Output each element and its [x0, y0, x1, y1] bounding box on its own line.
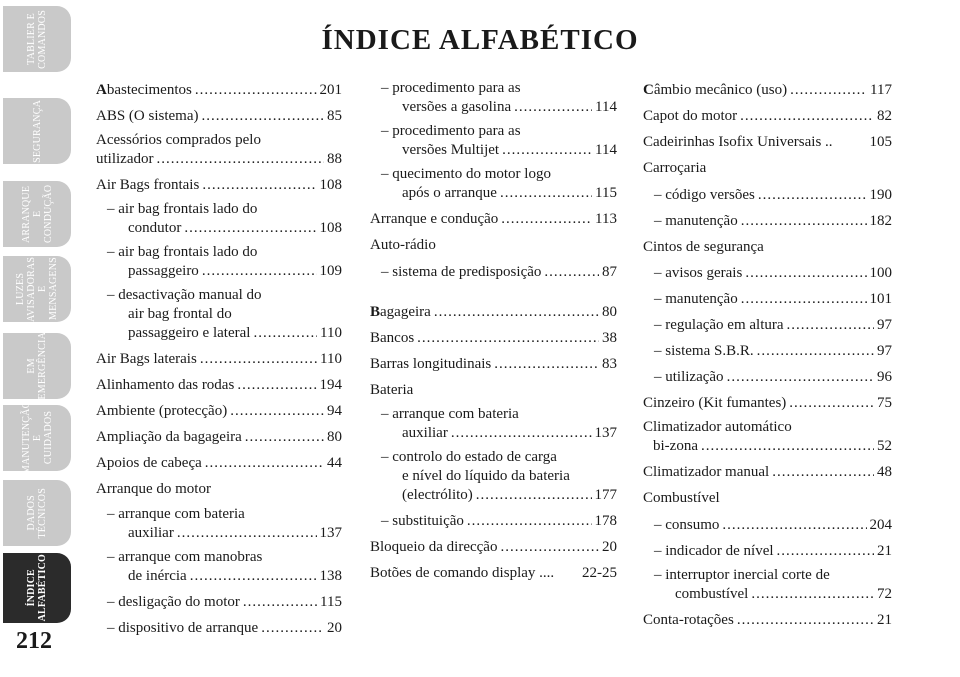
entry-text-cont: air bag frontal do — [128, 306, 232, 322]
entry-text: Ambiente (protecção) — [96, 403, 228, 419]
index-entry[interactable] — [96, 286, 342, 348]
entry-text-cont: auxiliar — [402, 425, 448, 441]
entry-text: – quecimento do motor logo — [381, 166, 551, 182]
index-heading — [643, 157, 892, 184]
entry-text: – controlo do estado de carga — [381, 449, 557, 465]
entry-text: Alinhamento das rodas — [96, 377, 235, 393]
index-entry[interactable] — [96, 505, 342, 548]
index-entry[interactable] — [370, 353, 617, 379]
index-entry[interactable] — [96, 131, 342, 174]
tab-label: ÍNDICE ALFABÉTICO — [26, 554, 48, 622]
tab-em-emergencia[interactable] — [3, 333, 71, 399]
entry-text-cont: auxiliar — [128, 524, 174, 541]
entry-text: – regulação em altura — [654, 317, 784, 333]
entry-page: 182 — [869, 212, 892, 229]
entry-page: 80 — [602, 303, 617, 320]
entry-text: agageira — [380, 303, 431, 320]
entry-page: 204 — [869, 516, 892, 533]
index-entry[interactable] — [643, 288, 892, 314]
index-entry[interactable] — [96, 243, 342, 286]
entry-page: 20 — [602, 539, 617, 555]
entry-page: 110 — [320, 325, 342, 341]
entry-text: – manutenção — [654, 212, 738, 229]
index-entry[interactable] — [370, 122, 617, 165]
entry-text-cont: passaggeiro — [128, 263, 199, 279]
entry-page: 194 — [319, 377, 342, 393]
entry-text: âmbio mecânico (uso) — [653, 82, 788, 98]
index-entry[interactable] — [370, 261, 617, 287]
entry-page: 97 — [877, 343, 892, 359]
entry-text: – avisos gerais — [654, 265, 743, 281]
index-entry[interactable] — [643, 392, 892, 418]
section-letter: B — [370, 303, 381, 320]
index-entry[interactable] — [370, 208, 617, 234]
index-entry[interactable] — [643, 418, 892, 461]
entry-page: 88 — [327, 151, 342, 167]
entry-text-cont: condutor — [128, 220, 182, 236]
entry-text: – dispositivo de arranque — [107, 619, 259, 636]
entry-text: Arranque e condução — [370, 211, 499, 227]
index-entry[interactable] — [370, 301, 617, 327]
entry-text: – procedimento para as — [381, 123, 521, 139]
entry-text-cont: após o arranque — [402, 185, 497, 201]
entry-text-cont: versões Multijet — [402, 142, 500, 158]
entry-page: 113 — [595, 211, 617, 227]
index-entry[interactable] — [96, 174, 342, 200]
index-entry[interactable] — [643, 131, 892, 157]
entry-page: 110 — [320, 351, 342, 367]
entry-page: 114 — [595, 99, 617, 115]
index-entry[interactable] — [96, 79, 342, 105]
index-entry[interactable] — [643, 79, 892, 105]
entry-page: 137 — [594, 425, 617, 441]
entry-page: 85 — [327, 108, 342, 124]
entry-text: Air Bags frontais — [96, 177, 200, 193]
entry-page: 83 — [602, 355, 617, 372]
entry-text-cont: utilizador — [96, 151, 154, 167]
entry-text: Ampliação da bagageira — [96, 429, 242, 445]
entry-page: 96 — [877, 369, 892, 385]
entry-text-cont: (electrólito) — [402, 487, 473, 503]
entry-page: 109 — [319, 263, 342, 279]
index-heading — [96, 478, 342, 505]
entry-text: – air bag frontais lado do — [107, 201, 258, 217]
tab-luzes-avisadoras[interactable] — [3, 256, 71, 322]
entry-page: 87 — [602, 263, 617, 280]
entry-page: 97 — [877, 317, 892, 333]
index-entry[interactable] — [370, 79, 617, 122]
entry-text: Conta-rotações — [643, 611, 734, 628]
entry-text: – substituição — [381, 513, 464, 529]
index-entry[interactable] — [370, 562, 617, 588]
index-entry[interactable] — [643, 262, 892, 288]
tab-label: EM EMERGÊNCIA — [26, 332, 48, 400]
entry-text: Capot do motor — [643, 108, 738, 124]
tab-indice-alfabetico[interactable] — [3, 553, 71, 623]
entry-text: – sistema S.B.R. — [654, 343, 754, 359]
tab-label: ARRANQUE E CONDUÇÃO — [20, 184, 54, 244]
index-entry[interactable] — [643, 461, 892, 487]
entry-text: Apoios de cabeça — [96, 455, 202, 471]
entry-page: 138 — [319, 567, 342, 584]
index-entry[interactable] — [96, 400, 342, 426]
entry-text-cont: passaggeiro e lateral — [128, 325, 251, 341]
index-entry[interactable] — [643, 514, 892, 540]
index-entry[interactable] — [370, 536, 617, 562]
entry-text: – indicador de nível — [654, 542, 774, 559]
tab-arranque-conducao[interactable] — [3, 181, 71, 247]
index-entry[interactable] — [643, 184, 892, 210]
index-heading — [370, 379, 617, 406]
entry-page: 94 — [327, 403, 342, 419]
index-entry[interactable] — [643, 609, 892, 635]
entry-page: 100 — [869, 265, 892, 281]
entry-text: Air Bags laterais — [96, 351, 197, 367]
tab-label: SEGURANÇA — [31, 99, 43, 163]
entry-page: 177 — [594, 487, 617, 503]
entry-page: 117 — [870, 82, 892, 98]
entry-page: 21 — [877, 542, 892, 559]
entry-page: 20 — [327, 619, 342, 636]
entry-page: 82 — [877, 108, 892, 124]
index-heading — [643, 487, 892, 514]
entry-page: 38 — [602, 329, 617, 346]
entry-page: 101 — [869, 291, 892, 307]
entry-text: – air bag frontais lado do — [107, 244, 258, 260]
entry-page: 21 — [877, 611, 892, 628]
entry-page: 108 — [319, 177, 342, 193]
index-entry[interactable] — [96, 105, 342, 131]
entry-text-cont: de inércia — [128, 567, 187, 584]
entry-text-cont: combustível — [675, 585, 749, 602]
entry-text: – procedimento para as — [381, 80, 521, 96]
entry-text: Climatizador manual — [643, 464, 770, 480]
page-number: 212 — [16, 628, 52, 654]
index-entry[interactable] — [643, 366, 892, 392]
entry-page: 22-25 — [582, 565, 617, 581]
index-heading — [370, 234, 617, 261]
entry-text-cont: bi-zona — [653, 438, 698, 454]
page-title: ÍNDICE ALFABÉTICO — [321, 24, 639, 56]
entry-text: – manutenção — [654, 291, 738, 307]
tab-dados-tecnicos[interactable] — [3, 480, 71, 546]
index-entry[interactable] — [96, 452, 342, 478]
index-entry[interactable] — [96, 548, 342, 591]
tab-label: TABLIER E COMANDOS — [26, 9, 48, 69]
section-letter: C — [643, 82, 654, 98]
entry-text: Acessórios comprados pelo — [96, 132, 261, 148]
entry-text: Climatizador automático — [643, 419, 792, 435]
entry-text: – interruptor inercial corte de — [654, 566, 830, 583]
index-entry[interactable] — [96, 426, 342, 452]
index-column-2 — [370, 79, 617, 588]
entry-page: 137 — [319, 524, 342, 541]
entry-page: 52 — [877, 438, 892, 454]
entry-text: Auto-rádio — [370, 237, 436, 253]
entry-text: Arranque do motor — [96, 481, 211, 497]
tab-label: DADOS TÉCNICOS — [26, 487, 48, 539]
entry-text: Carroçaria — [643, 160, 707, 176]
tab-seguranca[interactable] — [3, 98, 71, 164]
index-entry[interactable] — [370, 448, 617, 510]
entry-text: – desligação do motor — [107, 593, 240, 610]
entry-text: ABS (O sistema) — [96, 108, 199, 124]
index-entry[interactable] — [643, 105, 892, 131]
entry-text: Botões de comando display .... — [370, 565, 555, 581]
entry-text: Bateria — [370, 381, 414, 398]
entry-page: 115 — [320, 593, 342, 610]
entry-text: – desactivação manual do — [107, 287, 262, 303]
entry-text: Cinzeiro (Kit fumantes) — [643, 395, 787, 411]
entry-page: 105 — [869, 134, 892, 150]
index-entry[interactable] — [643, 540, 892, 566]
entry-page: 178 — [594, 513, 617, 529]
tab-label: LUZES AVISADORAS E MENSAGENS — [15, 256, 59, 322]
section-tabs — [0, 0, 74, 677]
entry-page: 80 — [327, 429, 342, 445]
entry-text: – sistema de predisposição — [381, 263, 542, 280]
entry-text: – arranque com bateria — [107, 505, 245, 522]
index-column-1 — [96, 79, 342, 643]
index-entry[interactable] — [643, 340, 892, 366]
entry-text: – utilização — [654, 369, 724, 385]
index-entry[interactable] — [643, 566, 892, 609]
entry-text: Barras longitudinais — [370, 355, 492, 372]
tab-manutencao-cuidados[interactable] — [3, 401, 71, 475]
index-entry[interactable] — [96, 591, 342, 617]
entry-page: 44 — [327, 455, 342, 471]
entry-text-cont: versões a gasolina — [402, 99, 512, 115]
index-entry[interactable] — [643, 314, 892, 340]
entry-page: 75 — [877, 395, 892, 411]
entry-text: Bancos — [370, 329, 415, 346]
entry-text: – arranque com manobras — [107, 548, 263, 565]
entry-text: Combustível — [643, 490, 720, 506]
index-entry[interactable] — [370, 405, 617, 448]
entry-text: – arranque com bateria — [381, 406, 519, 422]
entry-page: 114 — [595, 142, 617, 158]
index-entry[interactable] — [96, 200, 342, 243]
entry-text: Cadeirinhas Isofix Universais .. — [643, 134, 833, 150]
entry-text-cont: e nível do líquido da bateria — [402, 468, 570, 484]
index-entry[interactable] — [96, 617, 342, 643]
entry-text: Bloqueio da direcção — [370, 539, 498, 555]
entry-page: 72 — [877, 585, 892, 602]
entry-text: – consumo — [654, 516, 720, 533]
index-entry[interactable] — [96, 374, 342, 400]
entry-page: 201 — [319, 82, 342, 98]
section-letter: A — [96, 82, 107, 98]
entry-text: bastecimentos — [106, 82, 192, 98]
entry-page: 48 — [877, 464, 892, 480]
entry-text: – código versões — [654, 186, 755, 203]
index-entry[interactable] — [370, 165, 617, 208]
entry-text: Cintos de segurança — [643, 238, 764, 255]
entry-page: 190 — [869, 186, 892, 203]
index-entry[interactable] — [370, 510, 617, 536]
entry-page: 108 — [319, 220, 342, 236]
entry-page: 115 — [595, 185, 617, 201]
index-column-3 — [643, 79, 892, 635]
index-heading — [643, 236, 892, 263]
index-entry[interactable] — [370, 327, 617, 353]
tab-label: MANUTENÇÃO E CUIDADOS — [20, 401, 54, 475]
index-entry[interactable] — [643, 210, 892, 236]
index-entry[interactable] — [96, 348, 342, 374]
